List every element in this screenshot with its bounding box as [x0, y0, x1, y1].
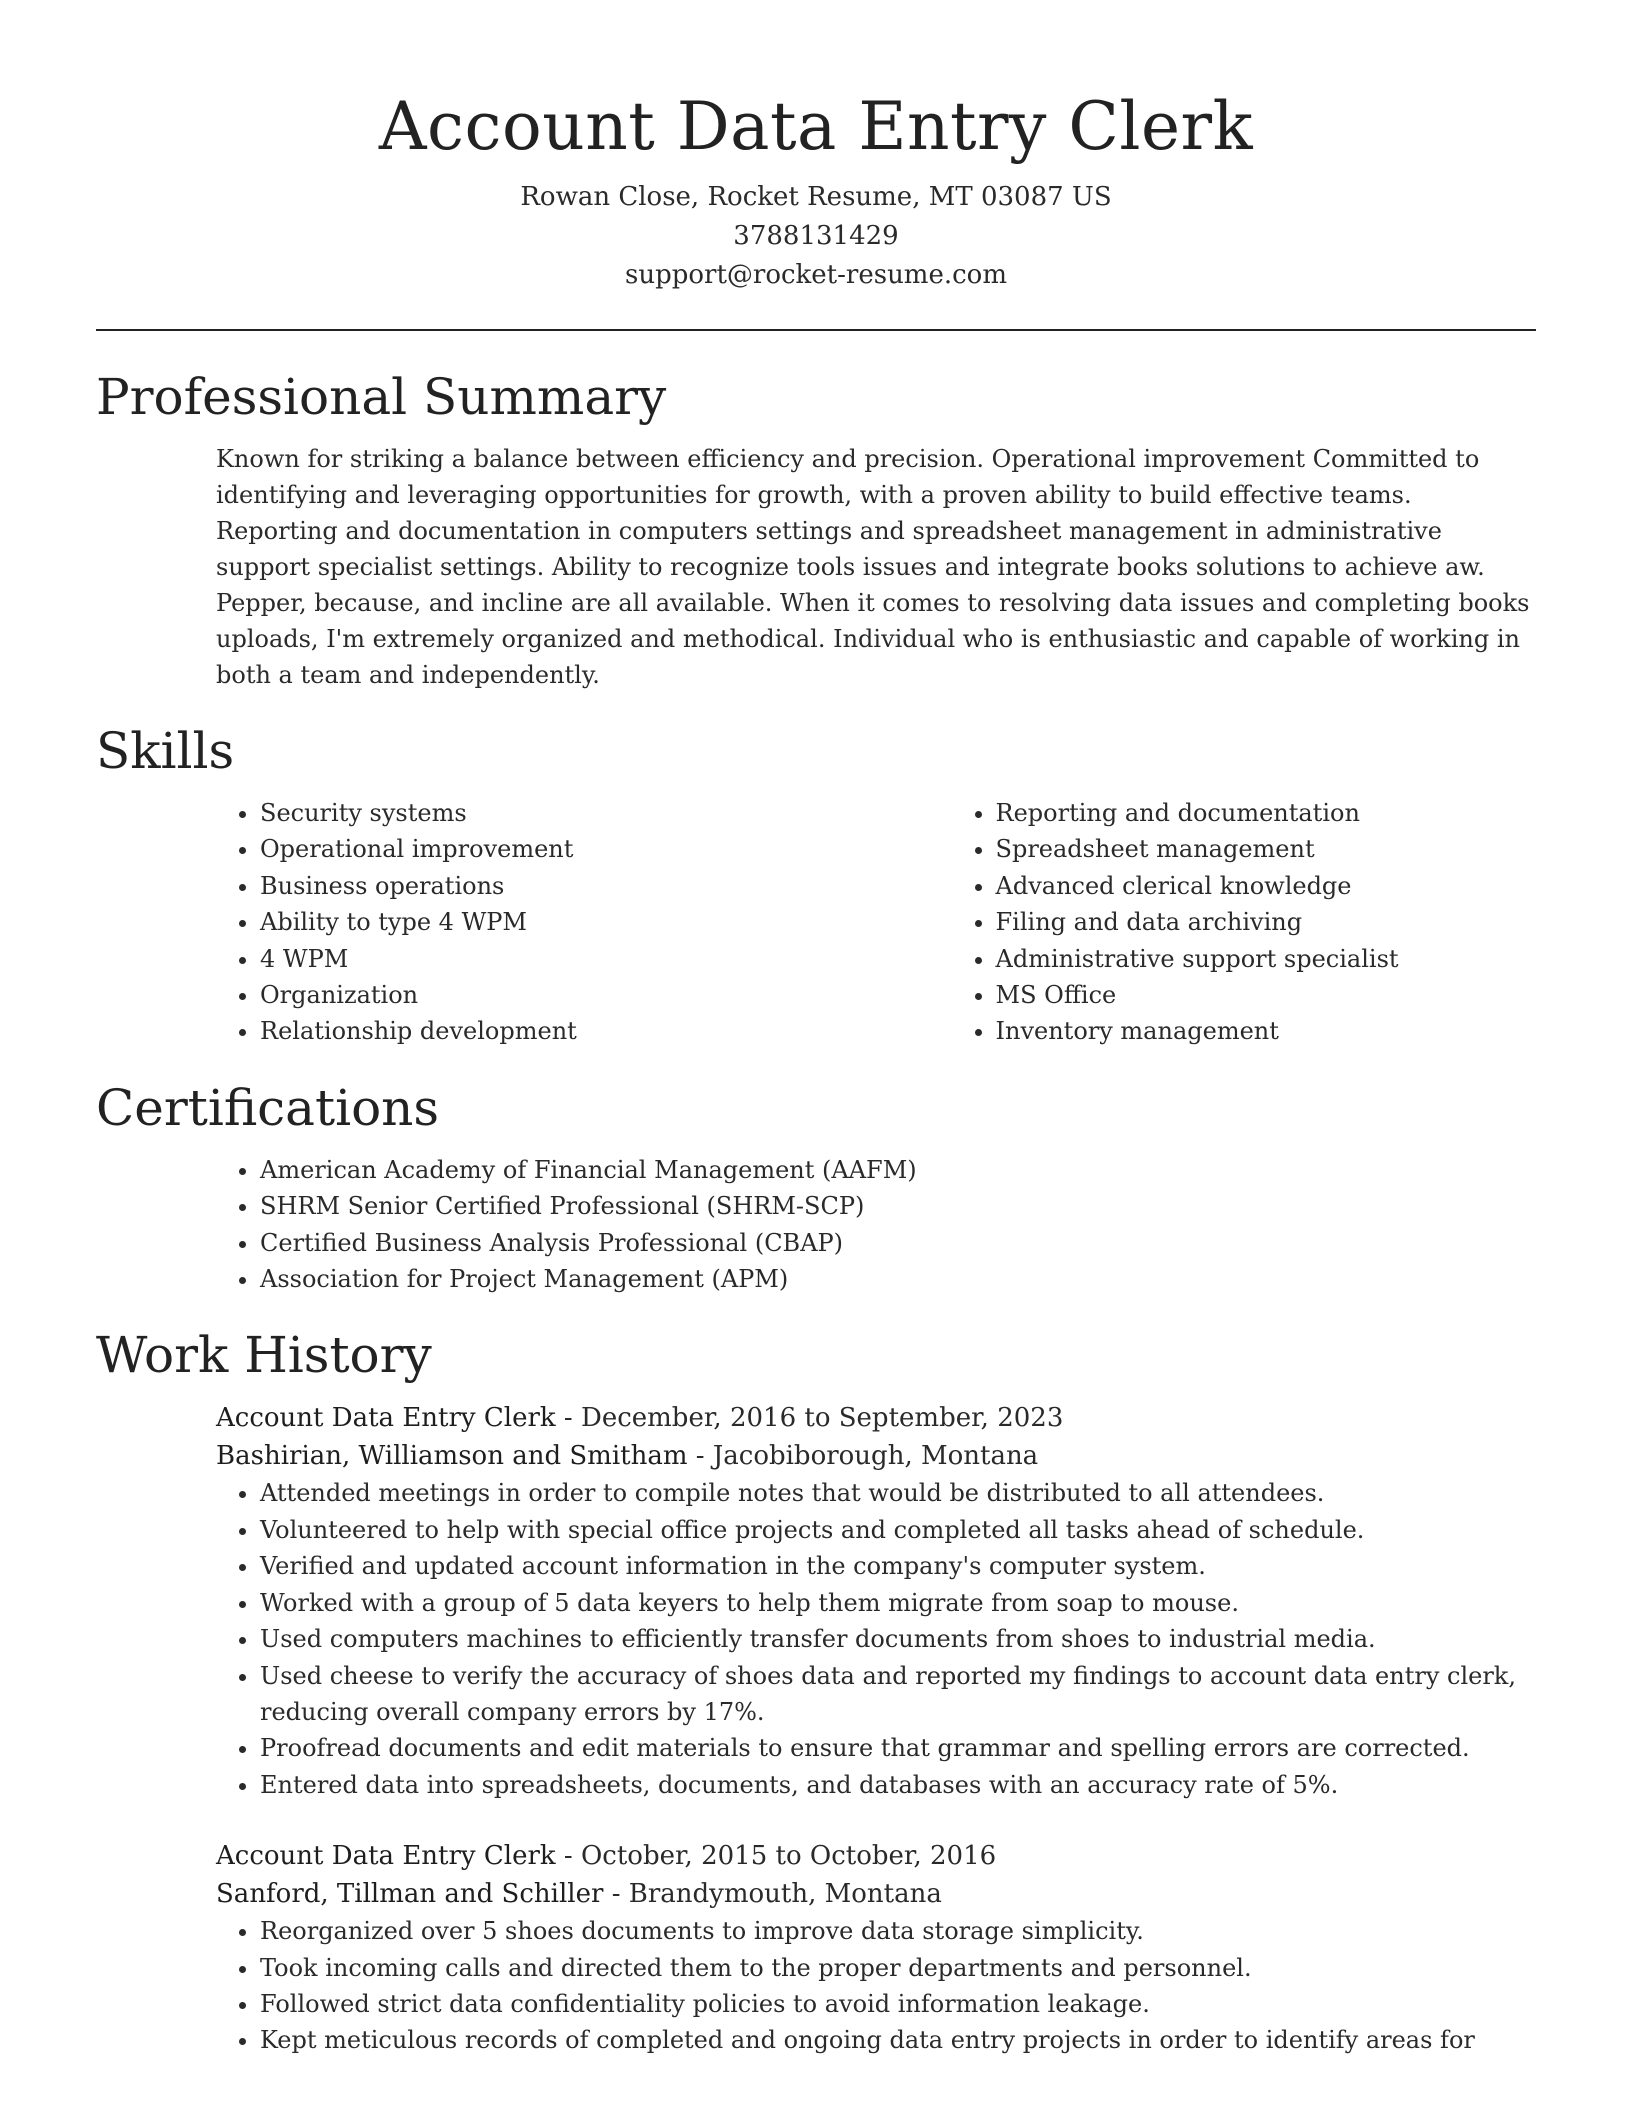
skills-list-left — [96, 795, 846, 1050]
list-item: • Used computers machines to efficiently transfer documents from shoes to industrial media. — [260, 1621, 1536, 1657]
list-item: • Organization — [260, 977, 846, 1013]
resume-header — [96, 0, 1536, 295]
list-item: • Business operations — [260, 868, 846, 904]
job-dates: - December, 2016 to September, 2023 — [555, 1403, 1064, 1434]
list-item: • Ability to type 4 WPM — [260, 904, 846, 940]
certifications-list — [96, 1152, 1536, 1298]
candidate-name: Account Data Entry Clerk — [378, 88, 1254, 165]
list-item: • Certified Business Analysis Professional (CBAP) — [260, 1225, 1536, 1261]
list-item: • Filing and data archiving — [996, 904, 1536, 940]
list-item: • Relationship development — [260, 1013, 846, 1049]
list-item: • Reorganized over 5 shoes documents to improve data storage simplicity. — [260, 1913, 1536, 1949]
contact-block — [96, 178, 1536, 295]
list-item: • Attended meetings in order to compile notes that would be distributed to all attendees. — [260, 1475, 1536, 1511]
resume-page — [96, 0, 1536, 2059]
summary-title: Professional Summary — [96, 368, 667, 426]
summary-section — [96, 365, 1536, 693]
job-title-line — [216, 1399, 1536, 1437]
list-item: • Association for Project Management (APM) — [260, 1261, 1536, 1297]
skills-section — [96, 719, 1536, 1050]
job-title-line — [216, 1837, 1536, 1875]
job-company: Sanford, Tillman and Schiller — [216, 1879, 604, 1910]
job-bullets — [96, 1475, 1536, 1803]
job-bullets — [96, 1913, 1536, 2059]
contact-address: Rowan Close, Rocket Resume, MT 03087 US — [520, 182, 1112, 212]
list-item: • Verified and updated account information in the company's computer system. — [260, 1548, 1536, 1584]
job-dates: - October, 2015 to October, 2016 — [555, 1841, 997, 1872]
list-item: • Administrative support specialist — [996, 941, 1536, 977]
job-entry — [96, 1399, 1536, 1803]
list-item: • Volunteered to help with special office projects and completed all tasks ahead of schedule. — [260, 1512, 1536, 1548]
job-company: Bashirian, Williamson and Smitham — [216, 1441, 688, 1472]
list-item: • Entered data into spreadsheets, documents, and databases with an accuracy rate of 5%. — [260, 1767, 1536, 1803]
job-location: - Brandymouth, Montana — [603, 1879, 942, 1910]
list-item: • Worked with a group of 5 data keyers to help them migrate from soap to mouse. — [260, 1585, 1536, 1621]
list-item: • Operational improvement — [260, 831, 846, 867]
skills-title: Skills — [96, 722, 235, 780]
list-item: • MS Office — [996, 977, 1536, 1013]
list-item: • American Academy of Financial Management (AAFM) — [260, 1152, 1536, 1188]
summary-text: Known for striking a balance between efficiency and precision. Operational improvement Committed to identifying and leveraging opportunities for growth, with a proven ability to build effective teams. Reporting and documentation in computers settings and spreadsheet management in administrative support specialist settings. Ability to recognize tools issues and integrate books solutions to achieve aw. Pepper, because, and incline are all available. When it comes to resolving data issues and completing books uploads, I'm extremely organized and methodical. Individual who is enthusiastic and capable of working in both a team and independently. — [216, 445, 1530, 689]
job-location: - Jacobiborough, Montana — [687, 1441, 1039, 1472]
list-item: • Inventory management — [996, 1013, 1536, 1049]
list-item: • Proofread documents and edit materials to ensure that grammar and spelling errors are corrected. — [260, 1730, 1536, 1766]
job-title: Account Data Entry Clerk — [216, 1403, 556, 1434]
list-item: • Used cheese to verify the accuracy of shoes data and reported my findings to account data entry clerk, reducing overall company errors by 17%. — [260, 1658, 1536, 1731]
certifications-section — [96, 1076, 1536, 1298]
job-company-line — [216, 1875, 1536, 1913]
job-company-line — [216, 1437, 1536, 1475]
skills-columns — [96, 795, 1536, 1050]
contact-phone: 3788131429 — [733, 221, 899, 251]
skills-list-right — [846, 795, 1536, 1050]
list-item: • SHRM Senior Certified Professional (SHRM-SCP) — [260, 1188, 1536, 1224]
list-item: • 4 WPM — [260, 941, 846, 977]
list-item: • Security systems — [260, 795, 846, 831]
job-entry — [96, 1837, 1536, 2059]
list-item: • Spreadsheet management — [996, 831, 1536, 867]
list-item: • Took incoming calls and directed them to the proper departments and personnel. — [260, 1950, 1536, 1986]
work-history-section — [96, 1323, 1536, 2058]
list-item: • Followed strict data confidentiality policies to avoid information leakage. — [260, 1986, 1536, 2022]
certifications-title: Certifications — [96, 1078, 440, 1137]
list-item: • Kept meticulous records of completed and ongoing data entry projects in order to identify areas for — [260, 2022, 1536, 2058]
contact-email: support@rocket-resume.com — [624, 260, 1007, 290]
list-item: • Advanced clerical knowledge — [996, 868, 1536, 904]
list-item: • Reporting and documentation — [996, 795, 1536, 831]
header-divider — [96, 329, 1536, 331]
job-title: Account Data Entry Clerk — [216, 1841, 556, 1872]
work-history-title: Work History — [96, 1326, 432, 1385]
